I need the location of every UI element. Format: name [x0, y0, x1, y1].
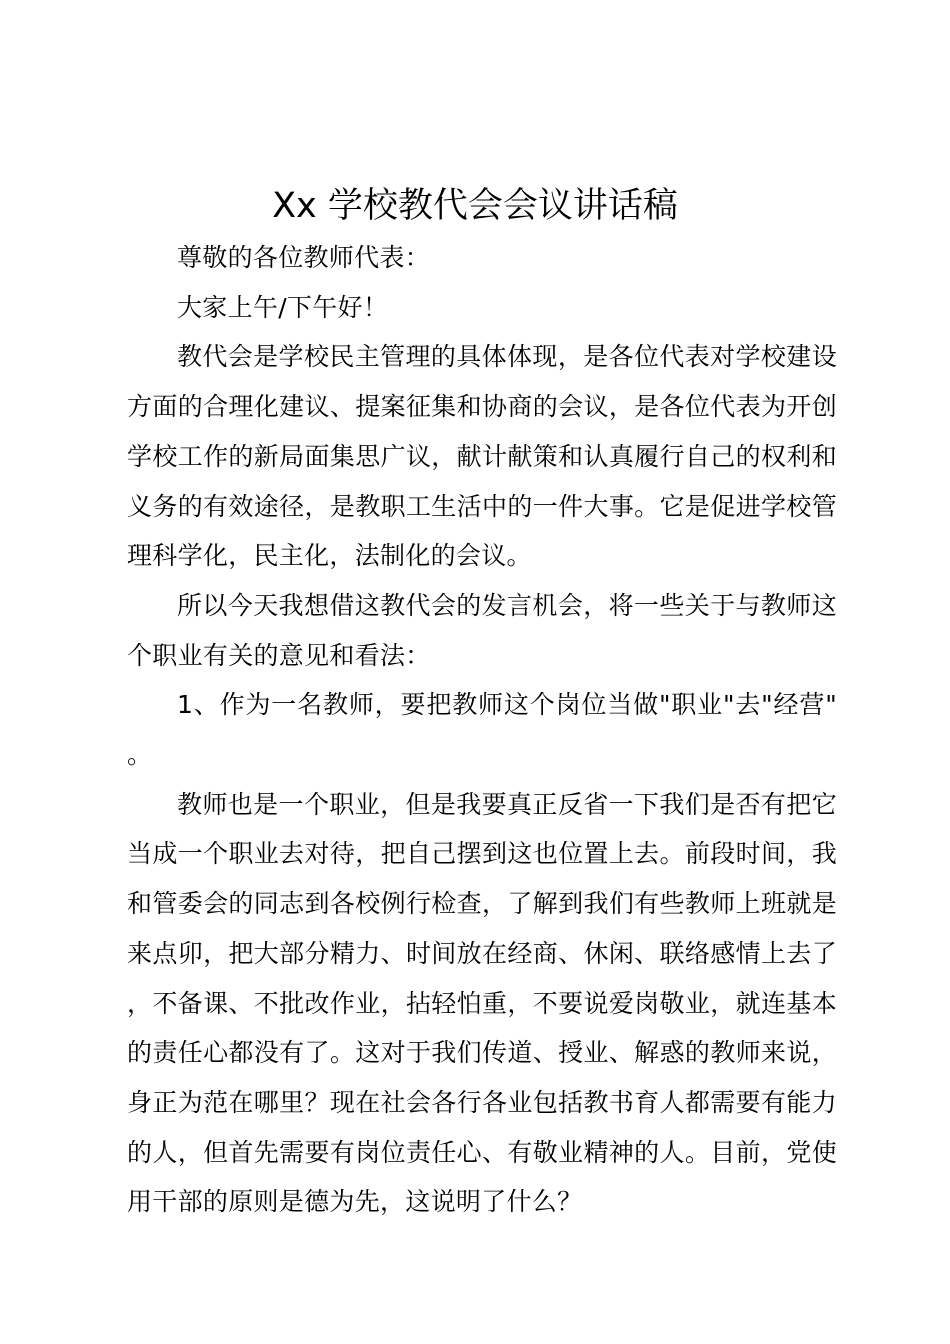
paragraph-introduction: 教代会是学校民主管理的具体体现，是各位代表对学校建设方面的合理化建议、提案征集和协商的会议，是各位代表为开创学校工作的新局面集思广议，献计献策和认真履行自己的权利和义务的有效途径，是教职工生活中的一件大事。它是促进学校管理科学化，民主化，法制化的会议。: [127, 342, 837, 571]
paragraph-greeting: 大家上午/下午好！: [177, 292, 389, 322]
paragraph-salutation: 尊敬的各位教师代表：: [177, 243, 431, 272]
paragraph-point-1-body: 教师也是一个职业，但是我要真正反省一下我们是否有把它当成一个职业去对待，把自己摆到这也位置上去。前段时间，我和管委会的同志到各校例行检查，了解到我们有些教师上班就是来点卯，把大部分精力、时间放在经商、休闲、联络感情上去了，不备课、不批改作业，拈轻怕重，不要说爱岗敬业，就连基本的责任心都没有了。这对于我们传道、授业、解惑的教师来说，身正为范在哪里？现在社会各行各业包括教书育人都需要有能力的人，但首先需要有岗位责任心、有敬业精神的人。目前，党使用干部的原则是德为先，这说明了什么？: [127, 789, 837, 1217]
document-title: Xx 学校教代会会议讲话稿: [272, 186, 678, 226]
paragraph-point-1-heading: 1、作为一名教师，要把教师这个岗位当做"职业"去"经营"。: [127, 690, 837, 770]
paragraph-purpose: 所以今天我想借这教代会的发言机会，将一些关于与教师这个职业有关的意见和看法：: [127, 590, 837, 670]
document-body: [127, 233, 837, 1227]
